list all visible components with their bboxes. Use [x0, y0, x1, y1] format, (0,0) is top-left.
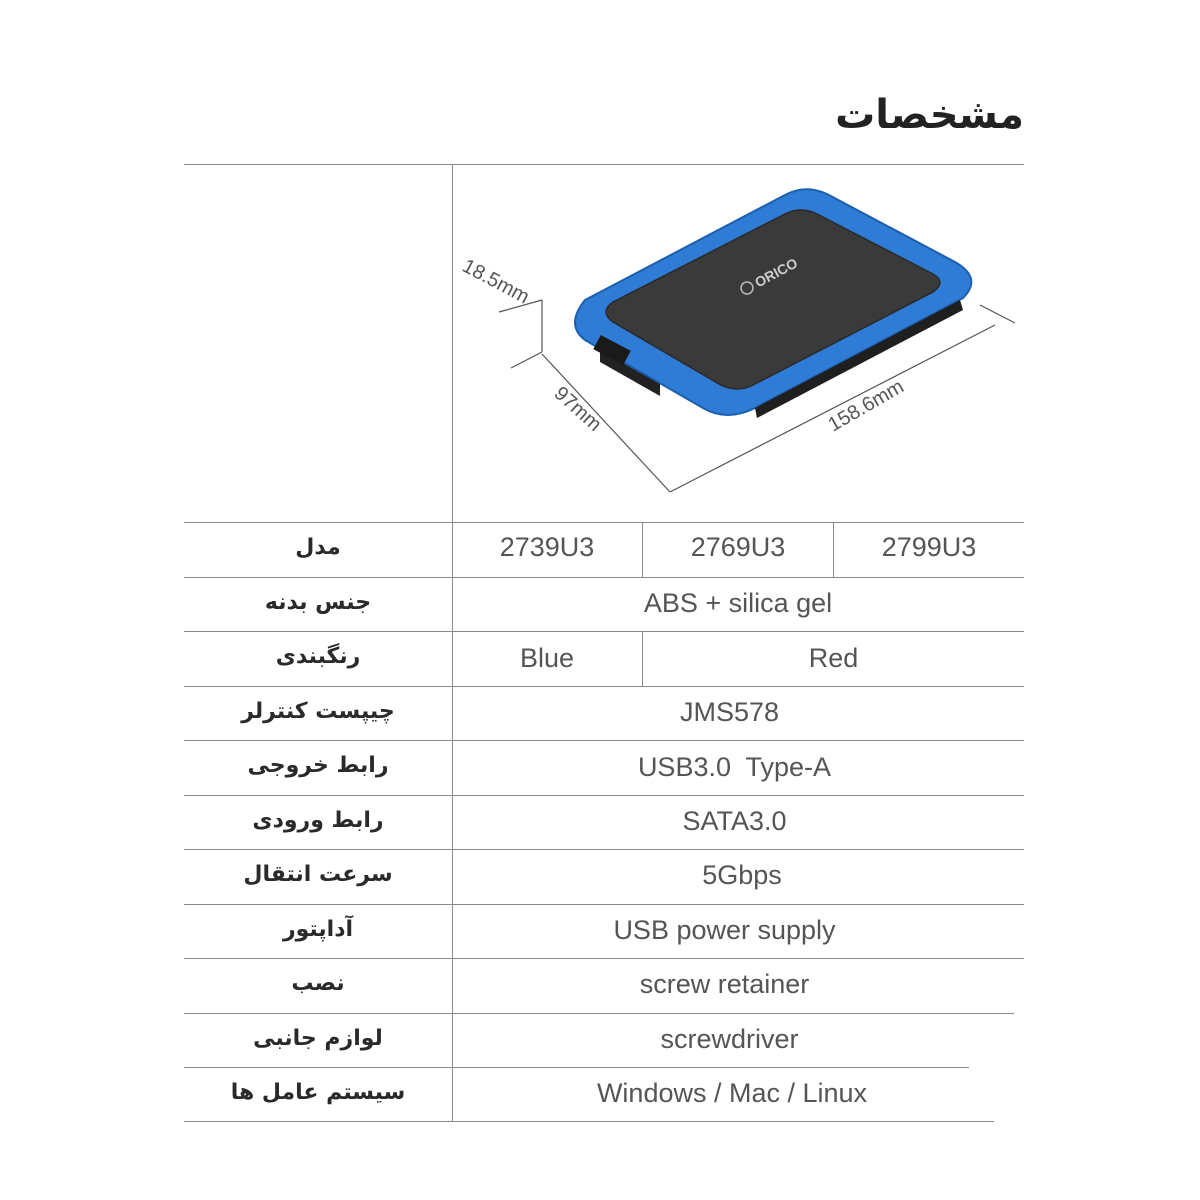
input-value: SATA3.0 — [682, 806, 787, 836]
spec-label-material: جنس بدنه — [264, 590, 372, 615]
page-title: مشخصات — [835, 92, 1024, 138]
model-value-3: 2799U3 — [881, 532, 977, 562]
height-dimension-label: 18.5mm — [458, 254, 533, 309]
adapter-value: USB power supply — [613, 915, 836, 945]
model-value-2: 2769U3 — [690, 532, 786, 562]
os-value: Windows / Mac / Linux — [596, 1078, 868, 1108]
spec-label-speed: سرعت انتقال — [243, 862, 393, 887]
color-value-red: Red — [808, 643, 859, 673]
row-divider — [184, 686, 1024, 687]
speed-value: 5Gbps — [702, 860, 782, 890]
model-value-1: 2739U3 — [499, 532, 595, 562]
color-value-blue: Blue — [519, 643, 575, 673]
material-value: ABS + silica gel — [643, 588, 833, 618]
row-divider — [184, 631, 1024, 632]
svg-text:ORICO: ORICO — [752, 254, 801, 291]
spec-label-install: نصب — [291, 971, 345, 996]
row-divider — [184, 577, 1024, 578]
width-dimension-label: 97mm — [549, 382, 606, 436]
length-dimension-label: 158.6mm — [824, 375, 908, 437]
table-top-border — [184, 164, 1024, 165]
row-divider — [184, 849, 1024, 850]
row-divider — [184, 795, 1024, 796]
hdd-enclosure-illustration — [455, 170, 1020, 515]
row-divider — [184, 958, 1024, 959]
chipset-value: JMS578 — [679, 697, 780, 727]
spec-label-adapter: آداپتور — [282, 917, 354, 942]
row-divider — [184, 1013, 1014, 1014]
row-divider — [184, 1067, 969, 1068]
spec-label-os: سیستم عامل ها — [230, 1080, 406, 1105]
row-divider — [184, 904, 1024, 905]
install-value: screw retainer — [639, 969, 810, 999]
spec-label-input: رابط ورودی — [252, 808, 384, 833]
accessories-value: screwdriver — [660, 1024, 799, 1054]
output-value: USB3.0 Type-A — [637, 752, 832, 782]
spec-label-color: رنگبندی — [275, 644, 361, 669]
spec-label-chipset: چیپست کنترلر — [241, 699, 395, 724]
table-bottom-border — [184, 1121, 994, 1122]
product-image — [455, 170, 1020, 519]
spec-label-accessories: لوازم جانبی — [253, 1026, 383, 1051]
row-divider — [184, 522, 1024, 523]
spec-label-output: رابط خروجی — [247, 753, 389, 778]
row-divider — [184, 740, 1024, 741]
spec-label-model: مدل — [295, 535, 341, 560]
